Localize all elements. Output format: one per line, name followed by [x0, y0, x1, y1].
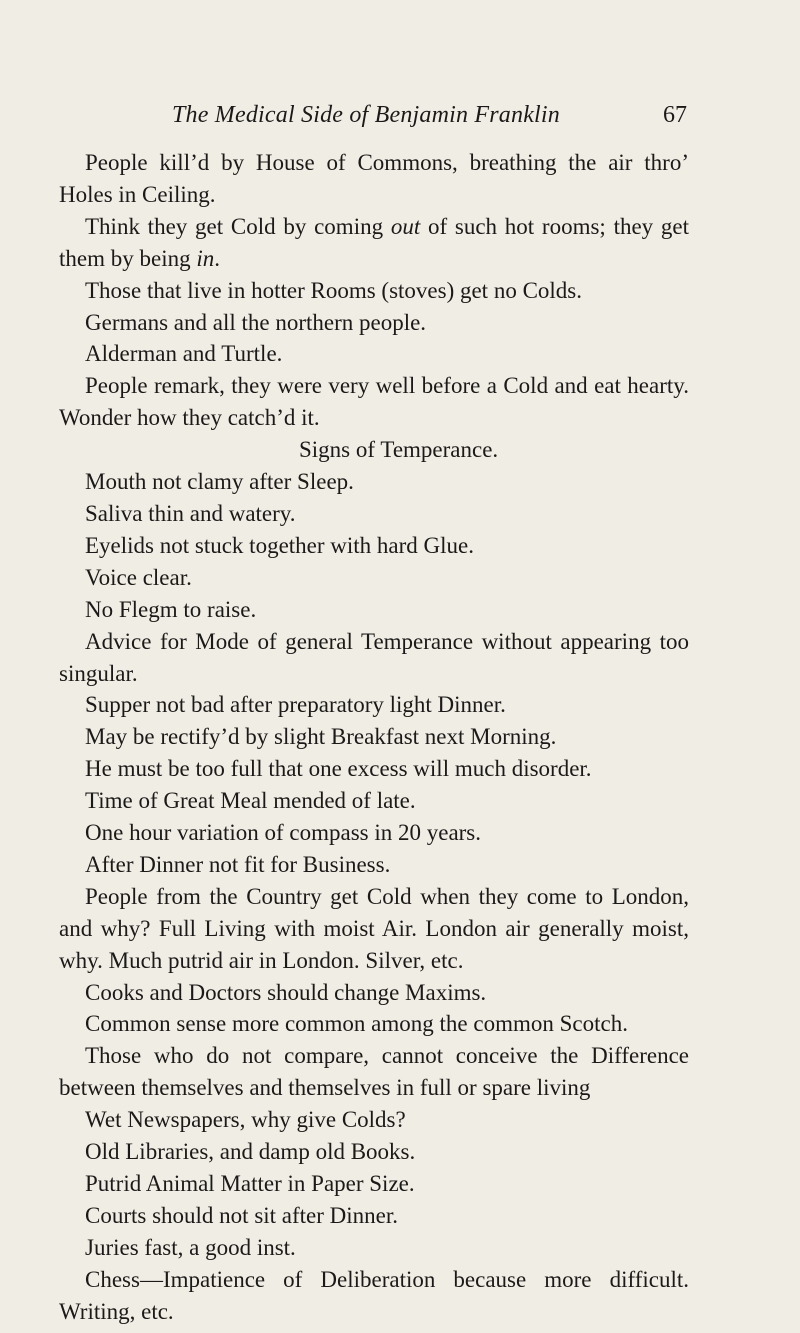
paragraph: Supper not bad after preparatory light Dinner. — [85, 692, 506, 718]
emphasis: in — [196, 245, 215, 271]
paragraph: Eyelids not stuck together with hard Glue. — [85, 532, 475, 558]
emphasis: out — [390, 213, 421, 239]
paragraph: Common sense more common among the common Scotch. — [85, 1011, 628, 1037]
paragraph: Those that live in hotter Rooms (stoves) get no Colds. — [85, 277, 583, 303]
paragraph: Those who do not compare, cannot conceive the Difference between themselves and themselves in full or spare living — [59, 1043, 689, 1101]
section-heading: Signs of Temperance. — [299, 437, 499, 463]
paragraph: No Flegm to raise. — [85, 596, 257, 622]
running-title: The Medical Side of Benjamin Franklin — [172, 102, 560, 128]
paragraph: He must be too full that one excess will much disorder. — [85, 756, 592, 782]
paragraph: People kill’d by House of Commons, breathing the air thro’ Holes in Ceiling. — [59, 150, 689, 207]
paragraph: People remark, they were very well before a Cold and eat hearty. Wonder how they catch’d it. — [59, 373, 689, 431]
paragraph: Alderman and Turtle. — [85, 341, 283, 367]
paragraph: Advice for Mode of general Temperance without appearing too singular. — [59, 628, 689, 686]
running-head — [172, 102, 687, 132]
body-text — [59, 147, 689, 1328]
paragraph: Think they get Cold by coming out of such hot rooms; they get them by being in. — [59, 213, 690, 271]
paragraph: Juries fast, a good inst. — [85, 1234, 296, 1260]
paragraph: People from the Country get Cold when they come to London, and why? Full Living with moist Air. London air generally moist, why. Much putrid air in London. Silver, etc. — [59, 883, 689, 973]
page-number: 67 — [663, 102, 687, 128]
paragraph: One hour variation of compass in 20 years. — [85, 820, 482, 846]
paragraph: May be rectify’d by slight Breakfast next Morning. — [85, 724, 557, 750]
paragraph: Wet Newspapers, why give Colds? — [85, 1107, 406, 1133]
paragraph: Chess—Impatience of Deliberation because more difficult. Writing, etc. — [59, 1266, 689, 1324]
paragraph: Putrid Animal Matter in Paper Size. — [85, 1171, 415, 1196]
paragraph: Courts should not sit after Dinner. — [85, 1202, 399, 1228]
paragraph: Time of Great Meal mended of late. — [85, 788, 416, 814]
paragraph: Saliva thin and watery. — [85, 500, 296, 526]
paragraph: Voice clear. — [85, 564, 192, 590]
paragraph: After Dinner not fit for Business. — [85, 851, 391, 877]
paragraph: Old Libraries, and damp old Books. — [85, 1139, 416, 1165]
paragraph: Germans and all the northern people. — [85, 309, 427, 335]
paragraph: Mouth not clamy after Sleep. — [85, 469, 354, 495]
paragraph: Cooks and Doctors should change Maxims. — [85, 979, 487, 1005]
